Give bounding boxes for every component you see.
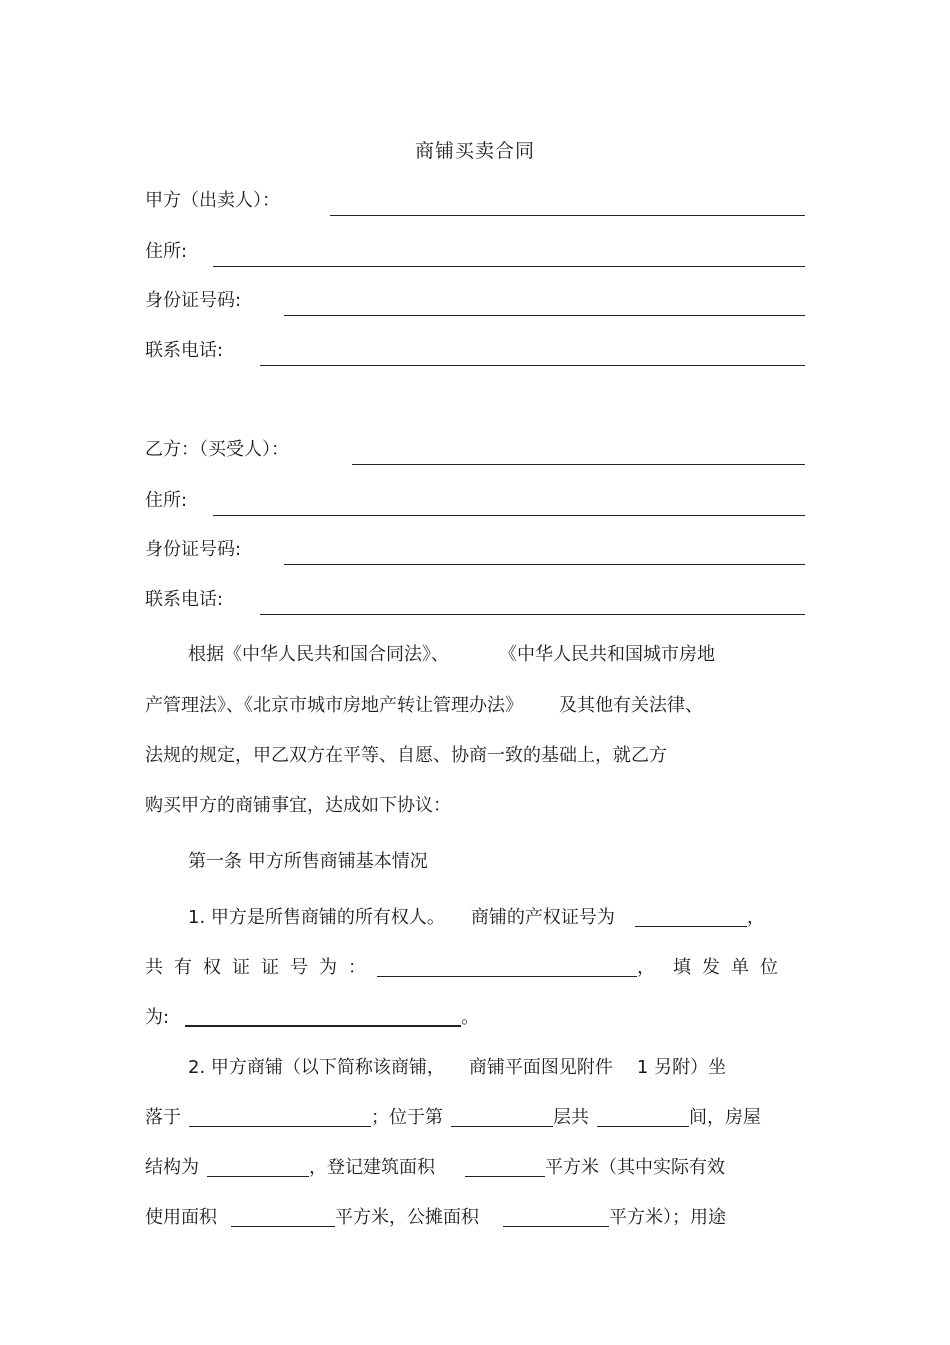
item-text: ；位于第: [371, 1107, 443, 1128]
item-text: ，登记建筑面积: [309, 1157, 435, 1178]
preamble-line-2: [145, 691, 703, 717]
party-b-address-field: [145, 486, 805, 516]
party-b-id-label: 身份证号码:: [145, 539, 242, 560]
item-1-line-1: [188, 903, 765, 929]
item-text: 1 另附）坐: [636, 1057, 727, 1078]
preamble-text: 根据《中华人民共和国合同法》、: [188, 644, 449, 665]
item-2-line-1: [188, 1053, 726, 1079]
issuing-unit-blank: [185, 1007, 461, 1027]
property-cert-blank: [635, 908, 747, 927]
location-blank: [189, 1108, 371, 1127]
floor-blank: [451, 1108, 553, 1127]
party-a-address-field: [145, 237, 805, 267]
item-text: 商铺平面图见附件: [468, 1057, 613, 1078]
item-text: 间，房屋: [689, 1107, 761, 1128]
preamble-line-3: 法规的规定，甲乙双方在平等、自愿、协商一致的基础上，就乙方: [145, 745, 667, 766]
document-title: 商铺买卖合同: [414, 140, 535, 162]
item-1-line-3: [145, 1003, 479, 1029]
item-2-line-4: [145, 1203, 726, 1229]
party-a-id-label: 身份证号码:: [145, 290, 242, 311]
party-b-phone-blank: [260, 614, 805, 615]
shared-area-blank: [503, 1208, 609, 1227]
article-1-heading: 第一条 甲方所售商铺基本情况: [188, 851, 428, 872]
party-a-address-blank: [213, 266, 805, 267]
item-text: 填发单位: [673, 957, 789, 978]
preamble-line-1: [188, 640, 715, 666]
rooms-blank: [597, 1108, 689, 1127]
co-ownership-cert-blank: [377, 958, 637, 977]
building-area-blank: [465, 1158, 545, 1177]
item-text: 平方米）；用途: [609, 1207, 726, 1228]
item-text: 落于: [145, 1107, 181, 1128]
party-a-name-label: 甲方（出卖人）：: [145, 190, 280, 211]
item-2-line-2: [145, 1103, 761, 1129]
party-a-phone-field: [145, 336, 805, 366]
item-text: 1. 甲方是所售商铺的所有权人。: [188, 907, 445, 928]
party-b-address-label: 住所:: [145, 490, 188, 511]
item-text: 平方米（其中实际有效: [545, 1157, 725, 1178]
party-b-id-blank: [284, 564, 805, 565]
item-text: 共有权证证号为：: [145, 957, 377, 978]
item-text: ，: [746, 907, 765, 928]
preamble-text: 《中华人民共和国城市房地: [499, 644, 715, 665]
party-b-phone-label: 联系电话:: [145, 589, 224, 610]
party-a-name-field: [145, 186, 805, 216]
party-a-phone-blank: [260, 365, 805, 366]
party-b-name-label: 乙方：（买受人）：: [145, 439, 289, 460]
preamble-text: 及其他有关法律、: [559, 695, 703, 716]
item-text: 2. 甲方商铺（以下简称该商铺，: [188, 1057, 445, 1078]
item-text: 为:: [145, 1007, 170, 1028]
party-a-id-blank: [284, 315, 805, 316]
preamble-text: 产管理法》、《北京市城市房地产转让管理办法》: [145, 695, 523, 716]
item-1-line-2: [145, 953, 789, 979]
item-text: 使用面积: [145, 1207, 217, 1228]
party-a-id-field: [145, 286, 805, 316]
item-text: 结构为: [145, 1157, 199, 1178]
item-text: 商铺的产权证号为: [470, 907, 615, 928]
item-text: 平方米，公摊面积: [335, 1207, 479, 1228]
party-b-id-field: [145, 535, 805, 565]
preamble-line-4: 购买甲方的商铺事宜，达成如下协议：: [145, 795, 451, 816]
party-a-name-blank: [330, 215, 805, 216]
party-b-address-blank: [213, 515, 805, 516]
usable-area-blank: [231, 1208, 335, 1227]
party-b-name-field: [145, 435, 805, 465]
item-text: 。: [461, 1007, 480, 1028]
party-b-phone-field: [145, 585, 805, 615]
party-a-address-label: 住所:: [145, 241, 188, 262]
party-a-phone-label: 联系电话:: [145, 340, 224, 361]
item-text: 层共: [553, 1107, 589, 1128]
structure-blank: [207, 1158, 309, 1177]
item-2-line-3: [145, 1153, 725, 1179]
item-text: ，: [637, 957, 655, 978]
party-b-name-blank: [352, 464, 805, 465]
